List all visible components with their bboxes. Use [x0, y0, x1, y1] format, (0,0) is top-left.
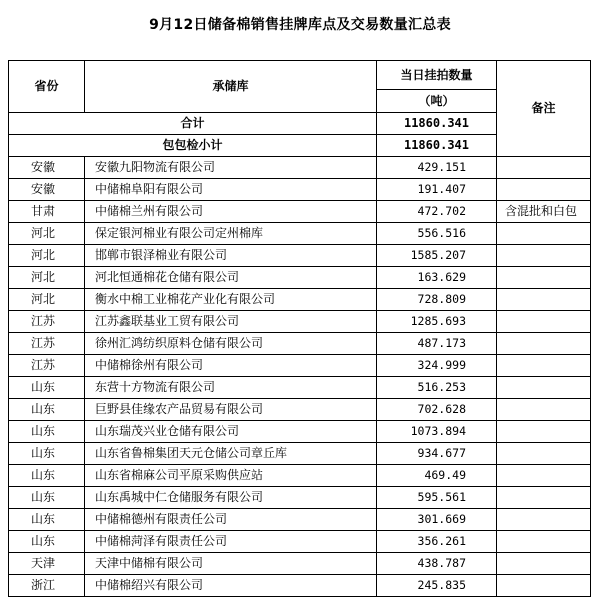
warehouse-cell: 中储棉绍兴有限公司	[85, 575, 377, 597]
warehouse-cell: 中储棉菏泽有限责任公司	[85, 531, 377, 553]
province-cell: 山东	[9, 399, 85, 421]
header-remark: 备注	[497, 61, 591, 157]
province-cell: 江苏	[9, 333, 85, 355]
province-cell: 河北	[9, 245, 85, 267]
warehouse-cell: 山东省鲁棉集团天元仓储公司章丘库	[85, 443, 377, 465]
province-cell: 山东	[9, 509, 85, 531]
remark-cell	[497, 377, 591, 399]
table-row	[9, 575, 591, 597]
remark-cell	[497, 553, 591, 575]
header-quantity-line1: 当日挂拍数量	[400, 68, 473, 82]
table-row	[9, 223, 591, 245]
quantity-cell: 1285.693	[377, 311, 497, 333]
quantity-cell: 1073.894	[377, 421, 497, 443]
remark-cell	[497, 465, 591, 487]
quantity-cell: 429.151	[377, 157, 497, 179]
header-quantity-unit: （吨）	[377, 90, 497, 113]
warehouse-cell: 邯郸市银泽棉业有限公司	[85, 245, 377, 267]
warehouse-cell: 徐州汇鸿纺织原料仓储有限公司	[85, 333, 377, 355]
remark-cell	[497, 289, 591, 311]
table-row	[9, 311, 591, 333]
warehouse-cell: 中储棉徐州有限公司	[85, 355, 377, 377]
province-cell: 山东	[9, 421, 85, 443]
warehouse-cell: 保定银河棉业有限公司定州棉库	[85, 223, 377, 245]
warehouse-cell: 山东省棉麻公司平原采购供应站	[85, 465, 377, 487]
quantity-cell: 469.49	[377, 465, 497, 487]
table-row	[9, 377, 591, 399]
province-cell: 山东	[9, 377, 85, 399]
quantity-cell: 245.835	[377, 575, 497, 597]
warehouse-cell: 安徽九阳物流有限公司	[85, 157, 377, 179]
table-row	[9, 487, 591, 509]
remark-cell: 含混批和白包	[497, 201, 591, 223]
warehouse-cell: 东营十方物流有限公司	[85, 377, 377, 399]
table-row	[9, 509, 591, 531]
table-row	[9, 355, 591, 377]
table-row	[9, 399, 591, 421]
warehouse-cell: 巨野县佳缘农产品贸易有限公司	[85, 399, 377, 421]
remark-cell	[497, 531, 591, 553]
remark-cell	[497, 355, 591, 377]
table-row	[9, 201, 591, 223]
province-cell: 甘肃	[9, 201, 85, 223]
remark-cell	[497, 179, 591, 201]
summary-table	[8, 60, 591, 597]
quantity-cell: 472.702	[377, 201, 497, 223]
remark-cell	[497, 443, 591, 465]
remark-cell	[497, 399, 591, 421]
quantity-cell: 595.561	[377, 487, 497, 509]
province-cell: 江苏	[9, 311, 85, 333]
table-row	[9, 179, 591, 201]
remark-cell	[497, 509, 591, 531]
header-quantity	[377, 61, 497, 90]
quantity-cell: 356.261	[377, 531, 497, 553]
province-cell: 河北	[9, 289, 85, 311]
table-row	[9, 289, 591, 311]
remark-cell	[497, 157, 591, 179]
remark-cell	[497, 487, 591, 509]
quantity-cell: 191.407	[377, 179, 497, 201]
header-warehouse: 承储库	[85, 61, 377, 113]
warehouse-cell: 衡水中棉工业棉花产业化有限公司	[85, 289, 377, 311]
province-cell: 浙江	[9, 575, 85, 597]
quantity-cell: 728.809	[377, 289, 497, 311]
province-cell: 江苏	[9, 355, 85, 377]
header-province: 省份	[9, 61, 85, 113]
province-cell: 安徽	[9, 179, 85, 201]
warehouse-cell: 中储棉阜阳有限公司	[85, 179, 377, 201]
remark-cell	[497, 575, 591, 597]
remark-cell	[497, 245, 591, 267]
table-row	[9, 333, 591, 355]
page-title: 9月12日储备棉销售挂牌库点及交易数量汇总表	[149, 17, 451, 33]
table-row	[9, 421, 591, 443]
table-row	[9, 553, 591, 575]
warehouse-cell: 山东禹城中仁仓储服务有限公司	[85, 487, 377, 509]
table-row	[9, 443, 591, 465]
province-cell: 山东	[9, 443, 85, 465]
remark-cell	[497, 333, 591, 355]
remark-cell	[497, 267, 591, 289]
warehouse-cell: 河北恒通棉花仓储有限公司	[85, 267, 377, 289]
province-cell: 山东	[9, 531, 85, 553]
remark-cell	[497, 223, 591, 245]
warehouse-cell: 中储棉德州有限责任公司	[85, 509, 377, 531]
province-cell: 安徽	[9, 157, 85, 179]
table-row	[9, 157, 591, 179]
quantity-cell: 556.516	[377, 223, 497, 245]
table-body	[9, 157, 591, 597]
table-row	[9, 245, 591, 267]
quantity-cell: 702.628	[377, 399, 497, 421]
warehouse-cell: 山东瑞茂兴业仓储有限公司	[85, 421, 377, 443]
province-cell: 河北	[9, 267, 85, 289]
province-cell: 天津	[9, 553, 85, 575]
subtotal-value: 11860.341	[377, 135, 497, 157]
quantity-cell: 516.253	[377, 377, 497, 399]
province-cell: 山东	[9, 487, 85, 509]
quantity-cell: 163.629	[377, 267, 497, 289]
quantity-cell: 1585.207	[377, 245, 497, 267]
quantity-cell: 487.173	[377, 333, 497, 355]
warehouse-cell: 天津中储棉有限公司	[85, 553, 377, 575]
table-row	[9, 267, 591, 289]
total-label: 合计	[9, 113, 377, 135]
province-cell: 山东	[9, 465, 85, 487]
warehouse-cell: 江苏鑫联基业工贸有限公司	[85, 311, 377, 333]
quantity-cell: 934.677	[377, 443, 497, 465]
table-row	[9, 531, 591, 553]
remark-cell	[497, 421, 591, 443]
quantity-cell: 301.669	[377, 509, 497, 531]
table-row	[9, 465, 591, 487]
warehouse-cell: 中储棉兰州有限公司	[85, 201, 377, 223]
total-value: 11860.341	[377, 113, 497, 135]
quantity-cell: 438.787	[377, 553, 497, 575]
quantity-cell: 324.999	[377, 355, 497, 377]
subtotal-label: 包包检小计	[9, 135, 377, 157]
province-cell: 河北	[9, 223, 85, 245]
remark-cell	[497, 311, 591, 333]
